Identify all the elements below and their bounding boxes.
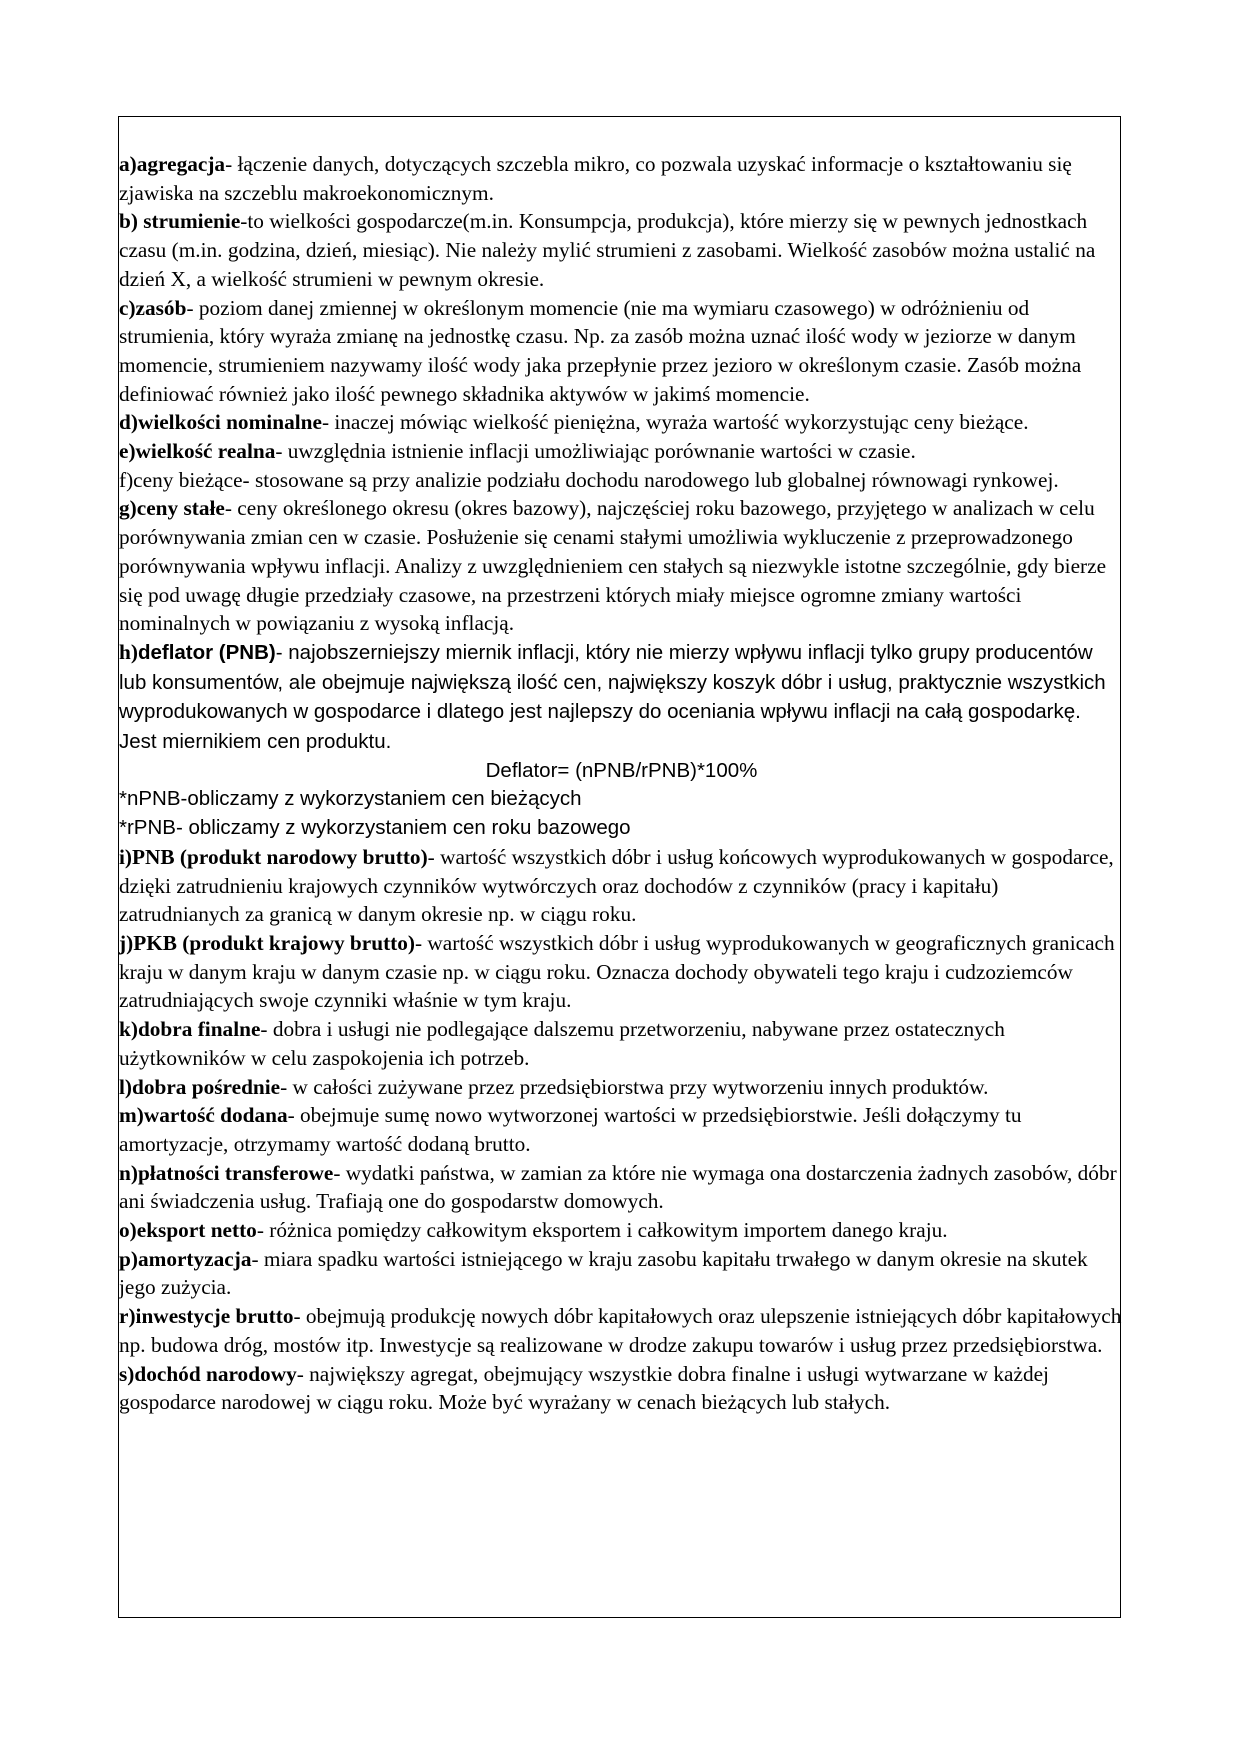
definition-entry-k [119, 1015, 1124, 1072]
definition-entry-p [119, 1245, 1124, 1302]
entry-prefix: s) [119, 1361, 135, 1386]
definition-entry-l [119, 1073, 1124, 1102]
entry-term: ceny stałe [136, 496, 225, 521]
definition-entry-i [119, 843, 1124, 929]
entry-text: - najobszerniejszy miernik inflacji, który nie mierzy wpływu inflacji tylko grupy producentów lub konsumentów, ale obejmuje największą ilość cen, największy koszyk dóbr i usług, praktycznie wszystkich wyprodukowanych w gospodarce i dlatego jest najlepszy do oceniania wpływu inflacji na całą gospodarkę. Jest miernikiem cen produktu. [119, 640, 1106, 754]
entry-term: deflator (PNB) [137, 640, 276, 664]
entry-text: - wartość wszystkich dóbr i usług końcowych wyprodukowanych w gospodarce, dzięki zatrudnieniu krajowych czynników wytwórczych oraz dochodów z czynników (pracy i kapitału) zatrudnianych za granicą w danym okresie np. w ciągu roku. [119, 844, 1114, 927]
formula-note-rpnb: *rPNB- obliczamy z wykorzystaniem cen roku bazowego [119, 816, 631, 840]
entry-prefix: k) [119, 1017, 138, 1042]
entry-term: wielkość realna [135, 439, 276, 464]
entry-text: - największy agregat, obejmujący wszystkie dobra finalne i usługi wytwarzane w każdej gospodarce narodowej w ciągu roku. Może być wyrażany w cenach bieżących lub stałych. [119, 1361, 1049, 1415]
definition-entry-m [119, 1101, 1124, 1158]
entry-term: zasób [135, 295, 187, 320]
entry-text: - wartość wszystkich dóbr i usług wyprodukowanych w geograficznych granicach kraju w danym kraju w danym czasie np. w ciągu roku. Oznacza dochody obywateli tego kraju i cudzoziemców zatrudniających swoje czynniki właśnie w tym kraju. [119, 930, 1115, 1013]
entry-term: dochód narodowy [134, 1361, 297, 1386]
definition-entry-n [119, 1159, 1124, 1216]
entry-term: PKB (produkt krajowy brutto) [133, 930, 415, 955]
entry-term: wielkości nominalne [137, 410, 322, 435]
definition-entry-f [119, 466, 1124, 495]
entry-term: amortyzacja [137, 1246, 252, 1271]
entry-prefix: a) [119, 152, 137, 176]
entry-term: strumienie [143, 209, 241, 234]
entry-text: - wydatki państwa, w zamian za które nie wymaga ona dostarczenia żadnych zasobów, dóbr ani świadczenia usług. Trafiają one do gospodarstw domowych. [119, 1160, 1117, 1214]
entry-text: f)ceny bieżące- stosowane są przy analizie podziału dochodu narodowego lub globalnej równowagi rynkowej. [119, 467, 1059, 492]
entry-text: - poziom danej zmiennej w określonym momencie (nie ma wymiaru czasowego) w odróżnieniu od strumienia, który wyraża zmianę na jednostkę czasu. Np. za zasób można uznać ilość wody w jeziorze w danym momencie, strumieniem nazywamy ilość wody jaka przepłynie przez jezioro w określonym czasie. Zasób można definiować również jako ilość pewnego składnika aktywów w jakimś momencie. [119, 295, 1082, 406]
definition-entry-s [119, 1360, 1124, 1417]
definition-entry-b [119, 207, 1124, 293]
definition-entry-j [119, 929, 1124, 1015]
entry-text: - różnica pomiędzy całkowitym eksportem i całkowitym importem danego kraju. [256, 1218, 948, 1243]
definition-entry-d [119, 408, 1124, 437]
entry-term: dobra pośrednie [132, 1074, 281, 1099]
entry-term: agregacja [136, 152, 226, 176]
entry-term: PNB (produkt narodowy brutto) [132, 844, 428, 869]
entry-text: - łączenie danych, dotyczących szczebla mikro, co pozwala uzyskać informacje o kształtowaniu się zjawiska na szczeblu makroekonomicznym. [119, 152, 1072, 205]
deflator-formula: Deflator= (nPNB/rPNB)*100% [485, 758, 758, 782]
document-body [119, 150, 1124, 1417]
entry-prefix: c) [119, 295, 136, 320]
entry-text: - uwzględnia istnienie inflacji umożliwiając porównanie wartości w czasie. [275, 439, 916, 464]
entry-prefix: r) [119, 1304, 136, 1329]
definition-entry-e [119, 437, 1124, 466]
entry-text: - w całości zużywane przez przedsiębiorstwa przy wytworzeniu innych produktów. [280, 1074, 989, 1099]
definition-entry-o [119, 1216, 1124, 1245]
entry-prefix: n) [119, 1160, 138, 1185]
entry-term: płatności transferowe [137, 1160, 334, 1185]
entry-text: - dobra i usługi nie podlegające dalszemu przetworzeniu, nabywane przez ostatecznych użytkowników w celu zaspokojenia ich potrzeb. [119, 1017, 1005, 1070]
entry-prefix: e) [119, 439, 136, 464]
entry-prefix: p) [119, 1246, 138, 1271]
entry-text: -to wielkości gospodarcze(m.in. Konsumpcja, produkcja), które mierzy się w pewnych jednostkach czasu (m.in. godzina, dzień, miesiąc). Nie należy mylić strumieni z zasobami. Wielkość zasobów można ustalić na dzień X, a wielkość strumieni w pewnym okresie. [119, 209, 1096, 291]
definition-entry-h [119, 638, 1124, 757]
definition-entry-c [119, 294, 1124, 409]
entry-text: - obejmują produkcję nowych dóbr kapitałowych oraz ulepszenie istniejących dóbr kapitałowych np. budowa dróg, mostów itp. Inwestycje są realizowane w drodze zakupu towarów i usług przez przedsiębiorstwa. [119, 1304, 1122, 1357]
entry-prefix: i) [119, 844, 133, 869]
entry-text: - obejmuje sumę nowo wytworzonej wartości w przedsiębiorstwie. Jeśli dołączymy tu amortyzacje, otrzymamy wartość dodaną brutto. [119, 1103, 1022, 1156]
definition-entry-r [119, 1302, 1124, 1359]
entry-term: inwestycje brutto [135, 1304, 294, 1329]
entry-prefix: d) [119, 410, 138, 435]
entry-prefix: l) [119, 1074, 133, 1099]
entry-prefix: h) [119, 639, 138, 664]
formula-note-npnb: *nPNB-obliczamy z wykorzystaniem cen bieżących [119, 787, 582, 811]
entry-term: wartość dodana [143, 1103, 288, 1128]
entry-text: - inaczej mówiąc wielkość pieniężna, wyraża wartość wykorzystując ceny bieżące. [321, 410, 1029, 435]
entry-prefix: b) [119, 209, 144, 234]
entry-term: eksport netto [136, 1218, 257, 1243]
entry-prefix: o) [119, 1218, 137, 1243]
entry-prefix: g) [119, 496, 137, 521]
entry-prefix: j) [119, 930, 134, 955]
definition-entry-g [119, 494, 1124, 638]
entry-text: - ceny określonego okresu (okres bazowy), najczęściej roku bazowego, przyjętego w analizach w celu porównywania zmian cen w czasie. Posłużenie się cenami stałymi umożliwia wykluczenie z przeprowadzonego porównywania wpływu inflacji. Analizy z uwzględnieniem cen stałych są niezwykle istotne szczególnie, gdy bierze się pod uwagę długie przedziały czasowe, na przestrzeni których miały miejsce ogromne zmiany wartości nominalnych w powiązaniu z wysoką inflacją. [119, 496, 1107, 636]
entry-text: - miara spadku wartości istniejącego w kraju zasobu kapitału trwałego w danym okresie na skutek jego zużycia. [119, 1246, 1088, 1300]
entry-term: dobra finalne [137, 1017, 261, 1042]
definition-entry-a [119, 150, 1124, 207]
entry-prefix: m) [119, 1103, 144, 1128]
